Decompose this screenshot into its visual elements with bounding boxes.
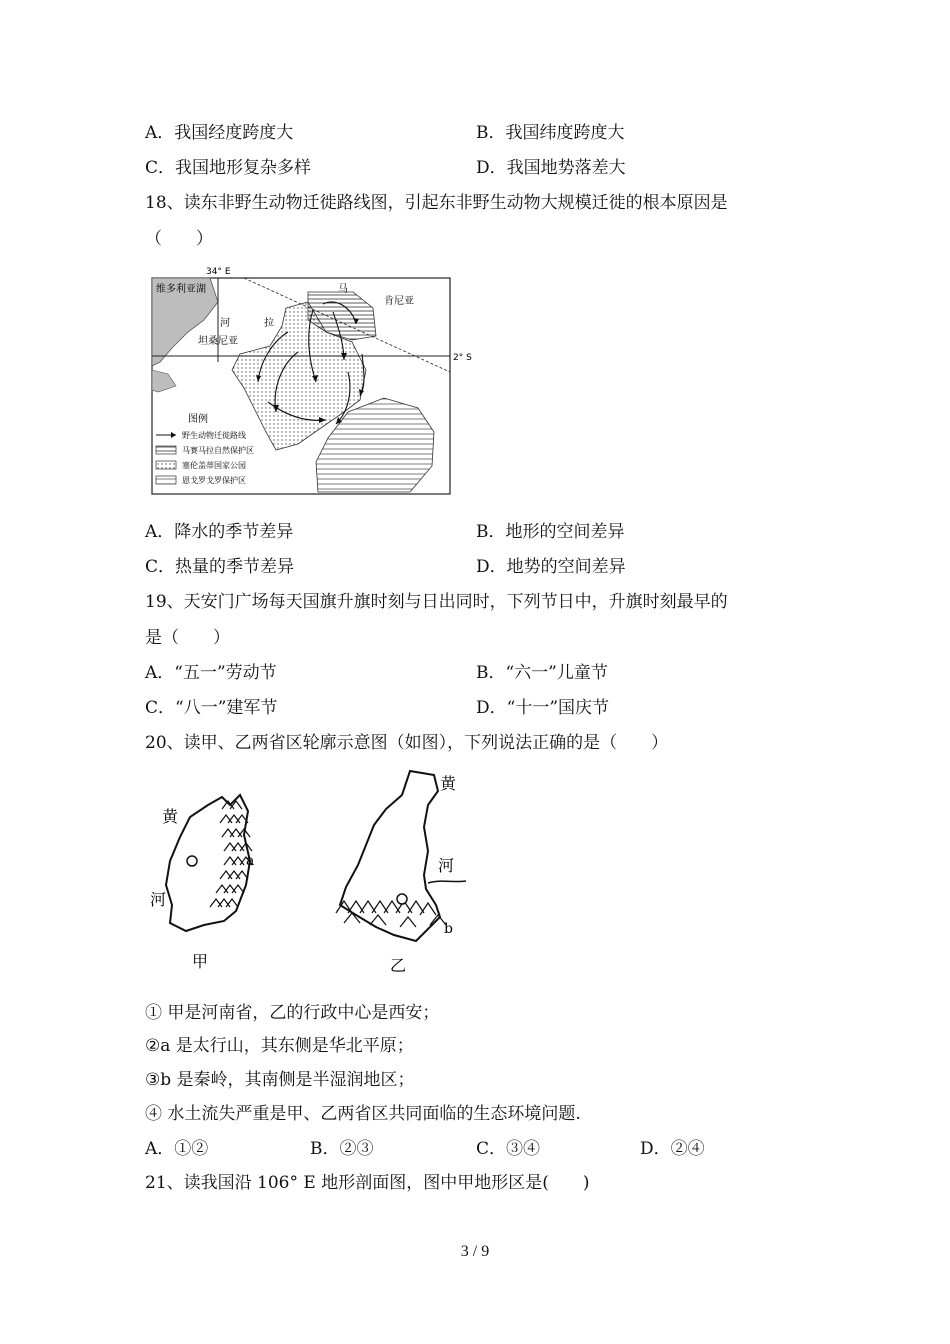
q19-stem: 19、天安门广场每天国旗升旗时刻与日出同时，下列节日中，升旗时刻最早的 xyxy=(145,592,728,612)
q18-option-a: A．降水的季节差异 xyxy=(145,522,294,542)
q20-option-c: C．③④ xyxy=(476,1139,541,1159)
q18-option-d: D．地势的空间差异 xyxy=(476,557,626,577)
q17-option-a: A．我国经度跨度大 xyxy=(145,123,294,143)
legend-title: 图例 xyxy=(188,414,208,425)
q18-blank: （ ） xyxy=(145,229,213,249)
q20-statement-2: ②a 是太行山，其东侧是华北平原； xyxy=(145,1036,414,1056)
q20-statement-1: ① 甲是河南省，乙的行政中心是西安； xyxy=(145,1003,440,1023)
map-he-label: 河 xyxy=(220,318,230,329)
yi-he-label: 河 xyxy=(438,856,455,875)
q20-option-b: B．②③ xyxy=(310,1139,374,1159)
q18-stem: 18、读东非野生动物迁徙路线图，引起东非野生动物大规模迁徙的根本原因是 xyxy=(145,193,728,213)
q19-option-d: D．“十一”国庆节 xyxy=(476,698,610,718)
q18-option-b: B．地形的空间差异 xyxy=(476,522,625,542)
legend-item-masai-mara: 马赛马拉自然保护区 xyxy=(182,446,254,455)
page-number: 3 / 9 xyxy=(460,1243,490,1260)
legend-item-route: 野生动物迁徙路线 xyxy=(182,431,246,440)
q19-option-b: B．“六一”儿童节 xyxy=(476,663,608,683)
map-tanzania-label: 坦桑尼亚 xyxy=(198,336,238,347)
map-lat-label: 2° S xyxy=(453,353,472,363)
map-kenya-label: 肯尼亚 xyxy=(384,296,414,307)
q19-option-a: A．“五一”劳动节 xyxy=(145,663,277,683)
legend-item-ngorongoro: 恩戈罗戈罗保护区 xyxy=(182,476,246,485)
q17-option-b: B．我国纬度跨度大 xyxy=(476,123,625,143)
q17-option-c: C．我国地形复杂多样 xyxy=(145,158,312,178)
map-la-label: 拉 xyxy=(264,318,274,329)
q20-statement-4: ④ 水土流失严重是甲、乙两省区共同面临的生态环境问题. xyxy=(145,1104,581,1124)
q19-option-c: C．“八一”建军节 xyxy=(145,698,278,718)
yi-label: 乙 xyxy=(390,956,407,975)
jia-label: 甲 xyxy=(192,952,209,971)
q20-statement-3: ③b 是秦岭，其南侧是半湿润地区； xyxy=(145,1070,415,1090)
map-ma-label: 马 xyxy=(338,284,348,295)
yi-huang-label: 黄 xyxy=(440,774,457,793)
q20-option-d: D．②④ xyxy=(640,1139,705,1159)
q20-option-a: A．①② xyxy=(145,1139,209,1159)
legend-item-serengeti: 塞伦盖蒂国家公园 xyxy=(182,461,246,470)
q20-stem: 20、读甲、乙两省区轮廓示意图（如图），下列说法正确的是（ ） xyxy=(145,733,669,753)
jia-a-label: a xyxy=(246,853,255,869)
east-africa-migration-map xyxy=(148,262,478,498)
jia-huang-label: 黄 xyxy=(162,807,179,826)
province-outline-figure xyxy=(140,765,480,980)
yi-b-label: b xyxy=(444,921,453,937)
map-lon-label: 34° E xyxy=(206,267,231,277)
q21-stem: 21、读我国沿 106° E 地形剖面图，图中甲地形区是( ) xyxy=(145,1173,590,1193)
q18-option-c: C．热量的季节差异 xyxy=(145,557,295,577)
q17-option-d: D．我国地势落差大 xyxy=(476,158,626,178)
jia-he-label: 河 xyxy=(150,890,167,909)
q19-stem-cont: 是（ ） xyxy=(145,628,230,648)
map-lake-label: 维多利亚湖 xyxy=(156,284,206,295)
